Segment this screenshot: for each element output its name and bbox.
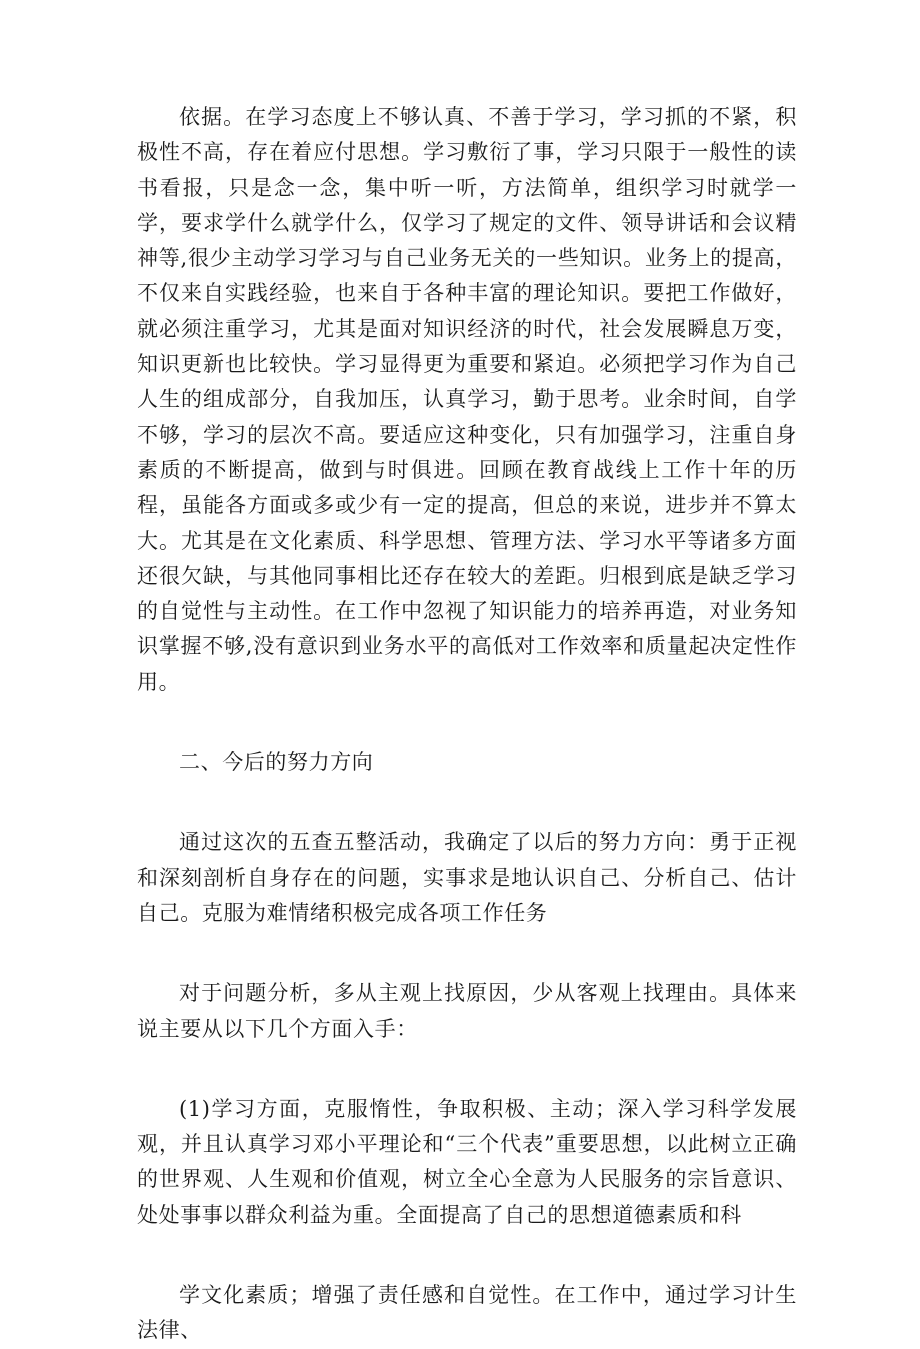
document-page — [137, 100, 797, 1349]
section-heading-future-direction: 二、今后的努力方向 — [179, 750, 374, 775]
paragraph-gap — [137, 780, 797, 825]
paragraph-gap — [137, 931, 797, 976]
paragraph-problem-analysis: 对于问题分析，多从主观上找原因，少从客观上找理由。具体来说主要从以下几个方面入手： — [137, 981, 797, 1041]
paragraph-study-attitude: 依据。在学习态度上不够认真、不善于学习，学习抓的不紧，积极性不高，存在着应付思想。学习敷衍了事，学习只限于一般性的读书看报，只是念一念，集中听一听，方法简单，组织学习时就学一学，要求学什么就学什么，仅学习了规定的文件、领导讲话和会议精神等,很少主动学习学习与自己业务无关的一些知识。业务上的提高，不仅来自实践经验，也来自于各种丰富的理论知识。要把工作做好，就必须注重学习，尤其是面对知识经济的时代，社会发展瞬息万变，知识更新也比较快。学习显得更为重要和紧迫。必须把学习作为自己人生的组成部分，自我加压，认真学习，勤于思考。业余时间，自学不够，学习的层次不高。要适应这种变化，只有加强学习，注重自身素质的不断提高，做到与时俱进。回顾在教育战线上工作十年的历程，虽能各方面或多或少有一定的提高，但总的来说，进步并不算太大。尤其是在文化素质、科学思想、管理方法、学习水平等诸多方面还很欠缺，与其他同事相比还存在较大的差距。归根到底是缺乏学习的自觉性与主动性。在工作中忽视了知识能力的培养再造，对业务知识掌握不够,没有意识到业务水平的高低对工作效率和质量起决定性作用。 — [137, 105, 797, 694]
paragraph-cultural-quality: 学文化素质；增强了责任感和自觉性。在工作中，通过学习计生法律、 — [137, 1283, 797, 1343]
paragraph-gap — [137, 1233, 797, 1278]
paragraph-improvement-direction: 通过这次的五查五整活动，我确定了以后的努力方向：勇于正视和深刻剖析自身存在的问题，实事求是地认识自己、分析自己、估计自己。克服为难情绪积极完成各项工作任务 — [137, 830, 797, 925]
paragraph-study-aspect: (1)学习方面，克服惰性，争取积极、主动；深入学习科学发展观，并且认真学习邓小平理论和“三个代表”重要思想，以此树立正确的世界观、人生观和价值观，树立全心全意为人民服务的宗旨意识、处处事事以群众利益为重。全面提高了自己的思想道德素质和科 — [137, 1096, 797, 1227]
paragraph-gap — [137, 700, 797, 745]
paragraph-gap — [137, 1047, 797, 1092]
